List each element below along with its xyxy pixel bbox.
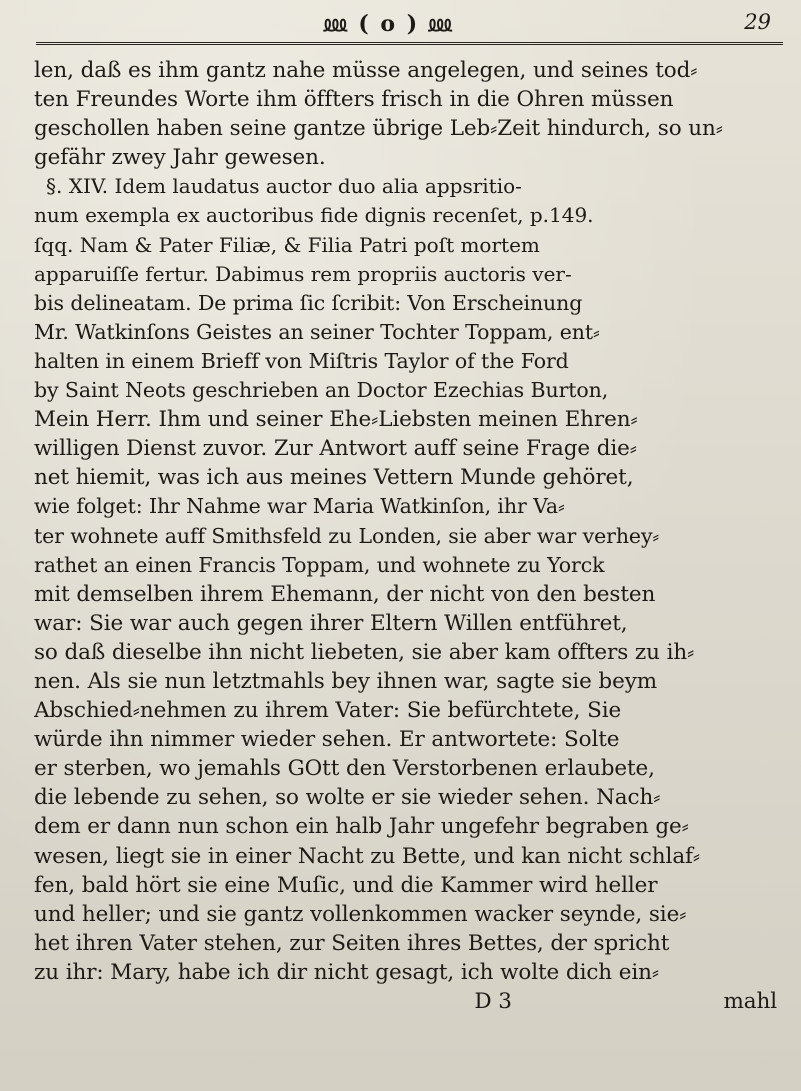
text-line: Mein Herr. Ihm und seiner Ehe⸗Liebsten meinen Ehren⸗ <box>34 407 638 433</box>
text-line: len, daß es ihm gantz nahe müsse angelegen, und seines tod⸗ <box>34 58 698 83</box>
text-line: die lebende zu sehen, so wolte er sie wieder sehen. Nach⸗ <box>34 785 661 811</box>
running-head <box>34 0 783 56</box>
catchword: mahl <box>723 989 777 1014</box>
text-line: willigen Dienst zuvor. Zur Antwort auff seine Frage die⸗ <box>34 436 637 462</box>
page-footer <box>34 987 783 1016</box>
text-line: und heller; und sie gantz vollenkommen wacker seynde, sie⸗ <box>34 901 687 927</box>
signature-mark: D 3 <box>474 989 512 1014</box>
text-line: halten in einem Brieff von Miſtris Taylor of the Ford <box>34 348 569 373</box>
text-line: rathet an einen Francis Toppam, und wohnete zu Yorck <box>34 552 605 577</box>
text-line-latin: §. XIV. Idem laudatus auctor duo alia appsritio- <box>46 174 522 199</box>
text-line-latin: ſqq. Nam & Pater Filiæ, & Filia Patri poſt mortem <box>34 232 540 257</box>
text-line: Abschied⸗nehmen zu ihrem Vater: Sie befürchtete, Sie <box>34 698 622 724</box>
text-line-latin: apparuiſſe fertur. Dabimus rem propriis auctoris ver- <box>34 261 572 286</box>
text-line: het ihren Vater stehen, zur Seiten ihres Bettes, der spricht <box>34 930 670 956</box>
text-line: bis delineatam. De prima ſic ſcribit: Von Erscheinung <box>34 290 583 315</box>
text-line: ter wohnete auff Smithsfeld zu Londen, sie aber war verhey⸗ <box>34 523 660 548</box>
text-line: Mr. Watkinſons Geistes an seiner Tochter Toppam, ent⸗ <box>34 319 600 344</box>
header-rule <box>36 42 783 45</box>
text-body <box>34 56 783 1016</box>
text-line: net hiemit, was ich aus meines Vettern Munde gehöret, <box>34 465 634 491</box>
text-line: gefähr zwey Jahr gewesen. <box>34 145 326 171</box>
page-number: 29 <box>744 10 771 34</box>
text-line: so daß dieselbe ihn nicht liebeten, sie aber kam offters zu ih⸗ <box>34 639 695 665</box>
text-line: by Saint Neots geschrieben an Doctor Ezechias Burton, <box>34 378 609 403</box>
text-line: wesen, liegt sie in einer Nacht zu Bette, und kan nicht schlaf⸗ <box>34 843 700 869</box>
header-ornament: ⅏ ( o ) ⅏ <box>324 11 454 37</box>
text-line: mit demselben ihrem Ehemann, der nicht von den besten <box>34 581 656 607</box>
text-line-latin: num exempla ex auctoribus fide dignis recenſet, p.149. <box>34 203 594 228</box>
text-line: war: Sie war auch gegen ihrer Eltern Willen entführet, <box>34 610 628 636</box>
text-line: fen, bald hört sie eine Muſic, und die Kammer wird heller <box>34 872 658 898</box>
text-line: er sterben, wo jemahls GOtt den Verstorbenen erlaubete, <box>34 756 655 782</box>
text-line: nen. Als sie nun letztmahls bey ihnen war, sagte sie beym <box>34 668 658 694</box>
text-line: geschollen haben seine gantze übrige Leb⸗Zeit hindurch, so un⸗ <box>34 116 723 142</box>
text-line: dem er dann nun schon ein halb Jahr ungefehr begraben ge⸗ <box>34 814 689 840</box>
text-line: zu ihr: Mary, habe ich dir nicht gesagt, ich wolte dich ein⸗ <box>34 959 659 985</box>
text-line: würde ihn nimmer wieder sehen. Er antwortete: Solte <box>34 727 620 753</box>
text-line: wie folget: Ihr Nahme war Maria Watkinſon, ihr Va⸗ <box>34 494 565 519</box>
text-line: ten Freundes Worte ihm öffters frisch in die Ohren müssen <box>34 87 674 113</box>
